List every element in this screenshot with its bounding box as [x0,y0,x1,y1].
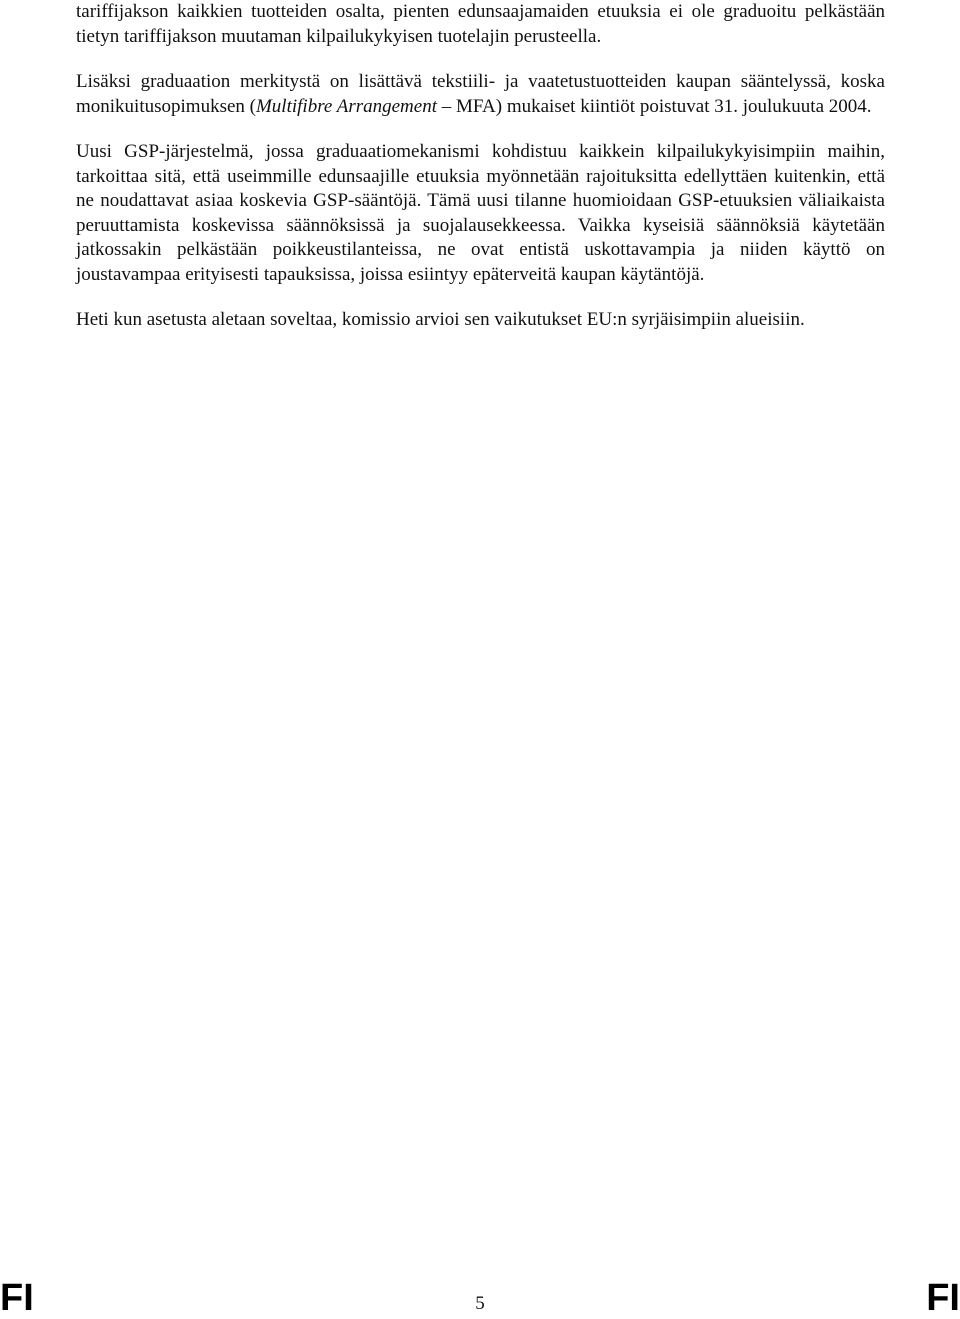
footer-language-code-right: FI [926,1277,960,1319]
paragraph-2-text-end: – MFA) mukaiset kiintiöt poistuvat 31. joulukuuta 2004. [437,95,872,117]
page-number: 5 [475,1293,485,1314]
footer-language-code-left: FI [0,1277,34,1319]
paragraph-4: Heti kun asetusta aletaan soveltaa, komissio arvioi sen vaikutukset EU:n syrjäisimpiin alueisiin. [76,309,805,330]
paragraph-2-text-start: Lisäksi graduaation merkitystä on lisättävä tekstiili- ja vaatetustuotteiden kaupan sääntelyssä, koska monikuitusopimuksen ( [76,71,885,117]
paragraph-3: Uusi GSP-järjestelmä, jossa graduaatiomekanismi kohdistuu kaikkein kilpailukykyisimpiin maihin, tarkoittaa sitä, että useimmille edunsaajille etuuksia myönnetään rajoituksitta edellyttäen kuitenkin, että ne noudattavat asiaa koskevia GSP-sääntöjä. Tämä uusi tilanne huomioidaan GSP-etuuksien väliaikaista peruuttamista koskevissa säännöksissä ja suojalausekkeessa. Vaikka kyseisiä säännöksiä käytetään jatkossakin pelkästään poikkeustilanteissa, ne ovat entistä uskottavampia ja niiden käyttö on joustavampaa erityisesti tapauksissa, joissa esiintyy epäterveitä kaupan käytäntöjä. [76,141,885,285]
document-body [76,0,885,354]
paragraph-2 [76,70,885,119]
paragraph-1: tariffijakson kaikkien tuotteiden osalta, pienten edunsaajamaiden etuuksia ei ole graduoitu pelkästään tietyn tariffijakson muutaman kilpailukykyisen tuotelajin perusteella. [76,1,885,47]
paragraph-2-italic-term: Multifibre Arrangement [255,95,437,117]
